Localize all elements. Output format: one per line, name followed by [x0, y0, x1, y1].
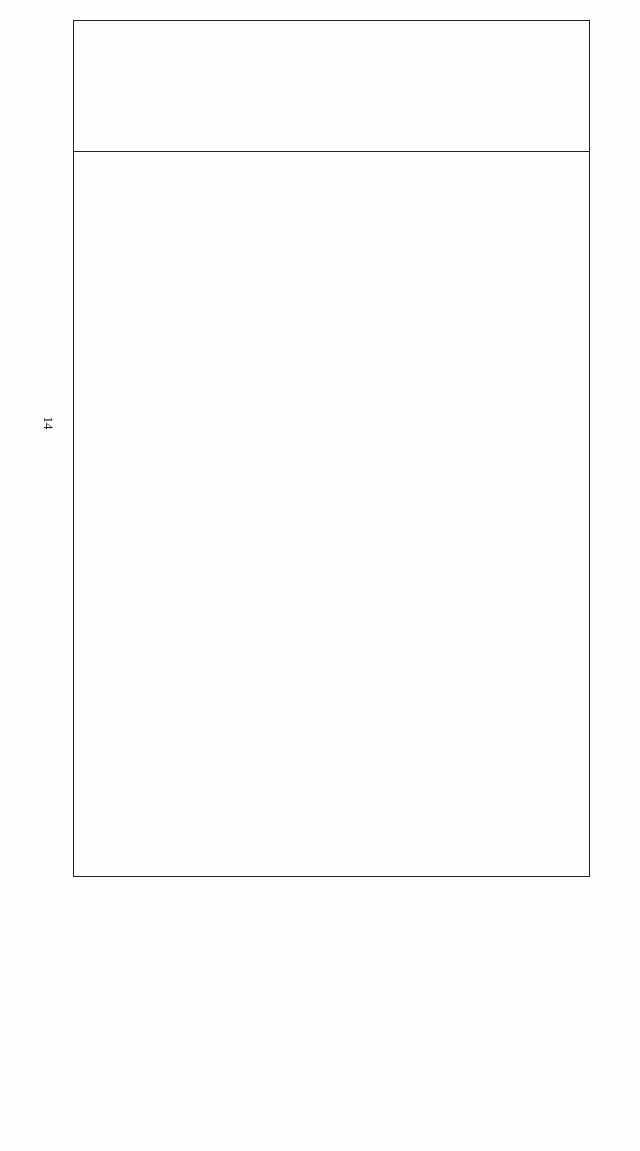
table-frame [73, 20, 590, 877]
page-number: 14 [41, 416, 56, 430]
table-column-divider [74, 151, 589, 152]
